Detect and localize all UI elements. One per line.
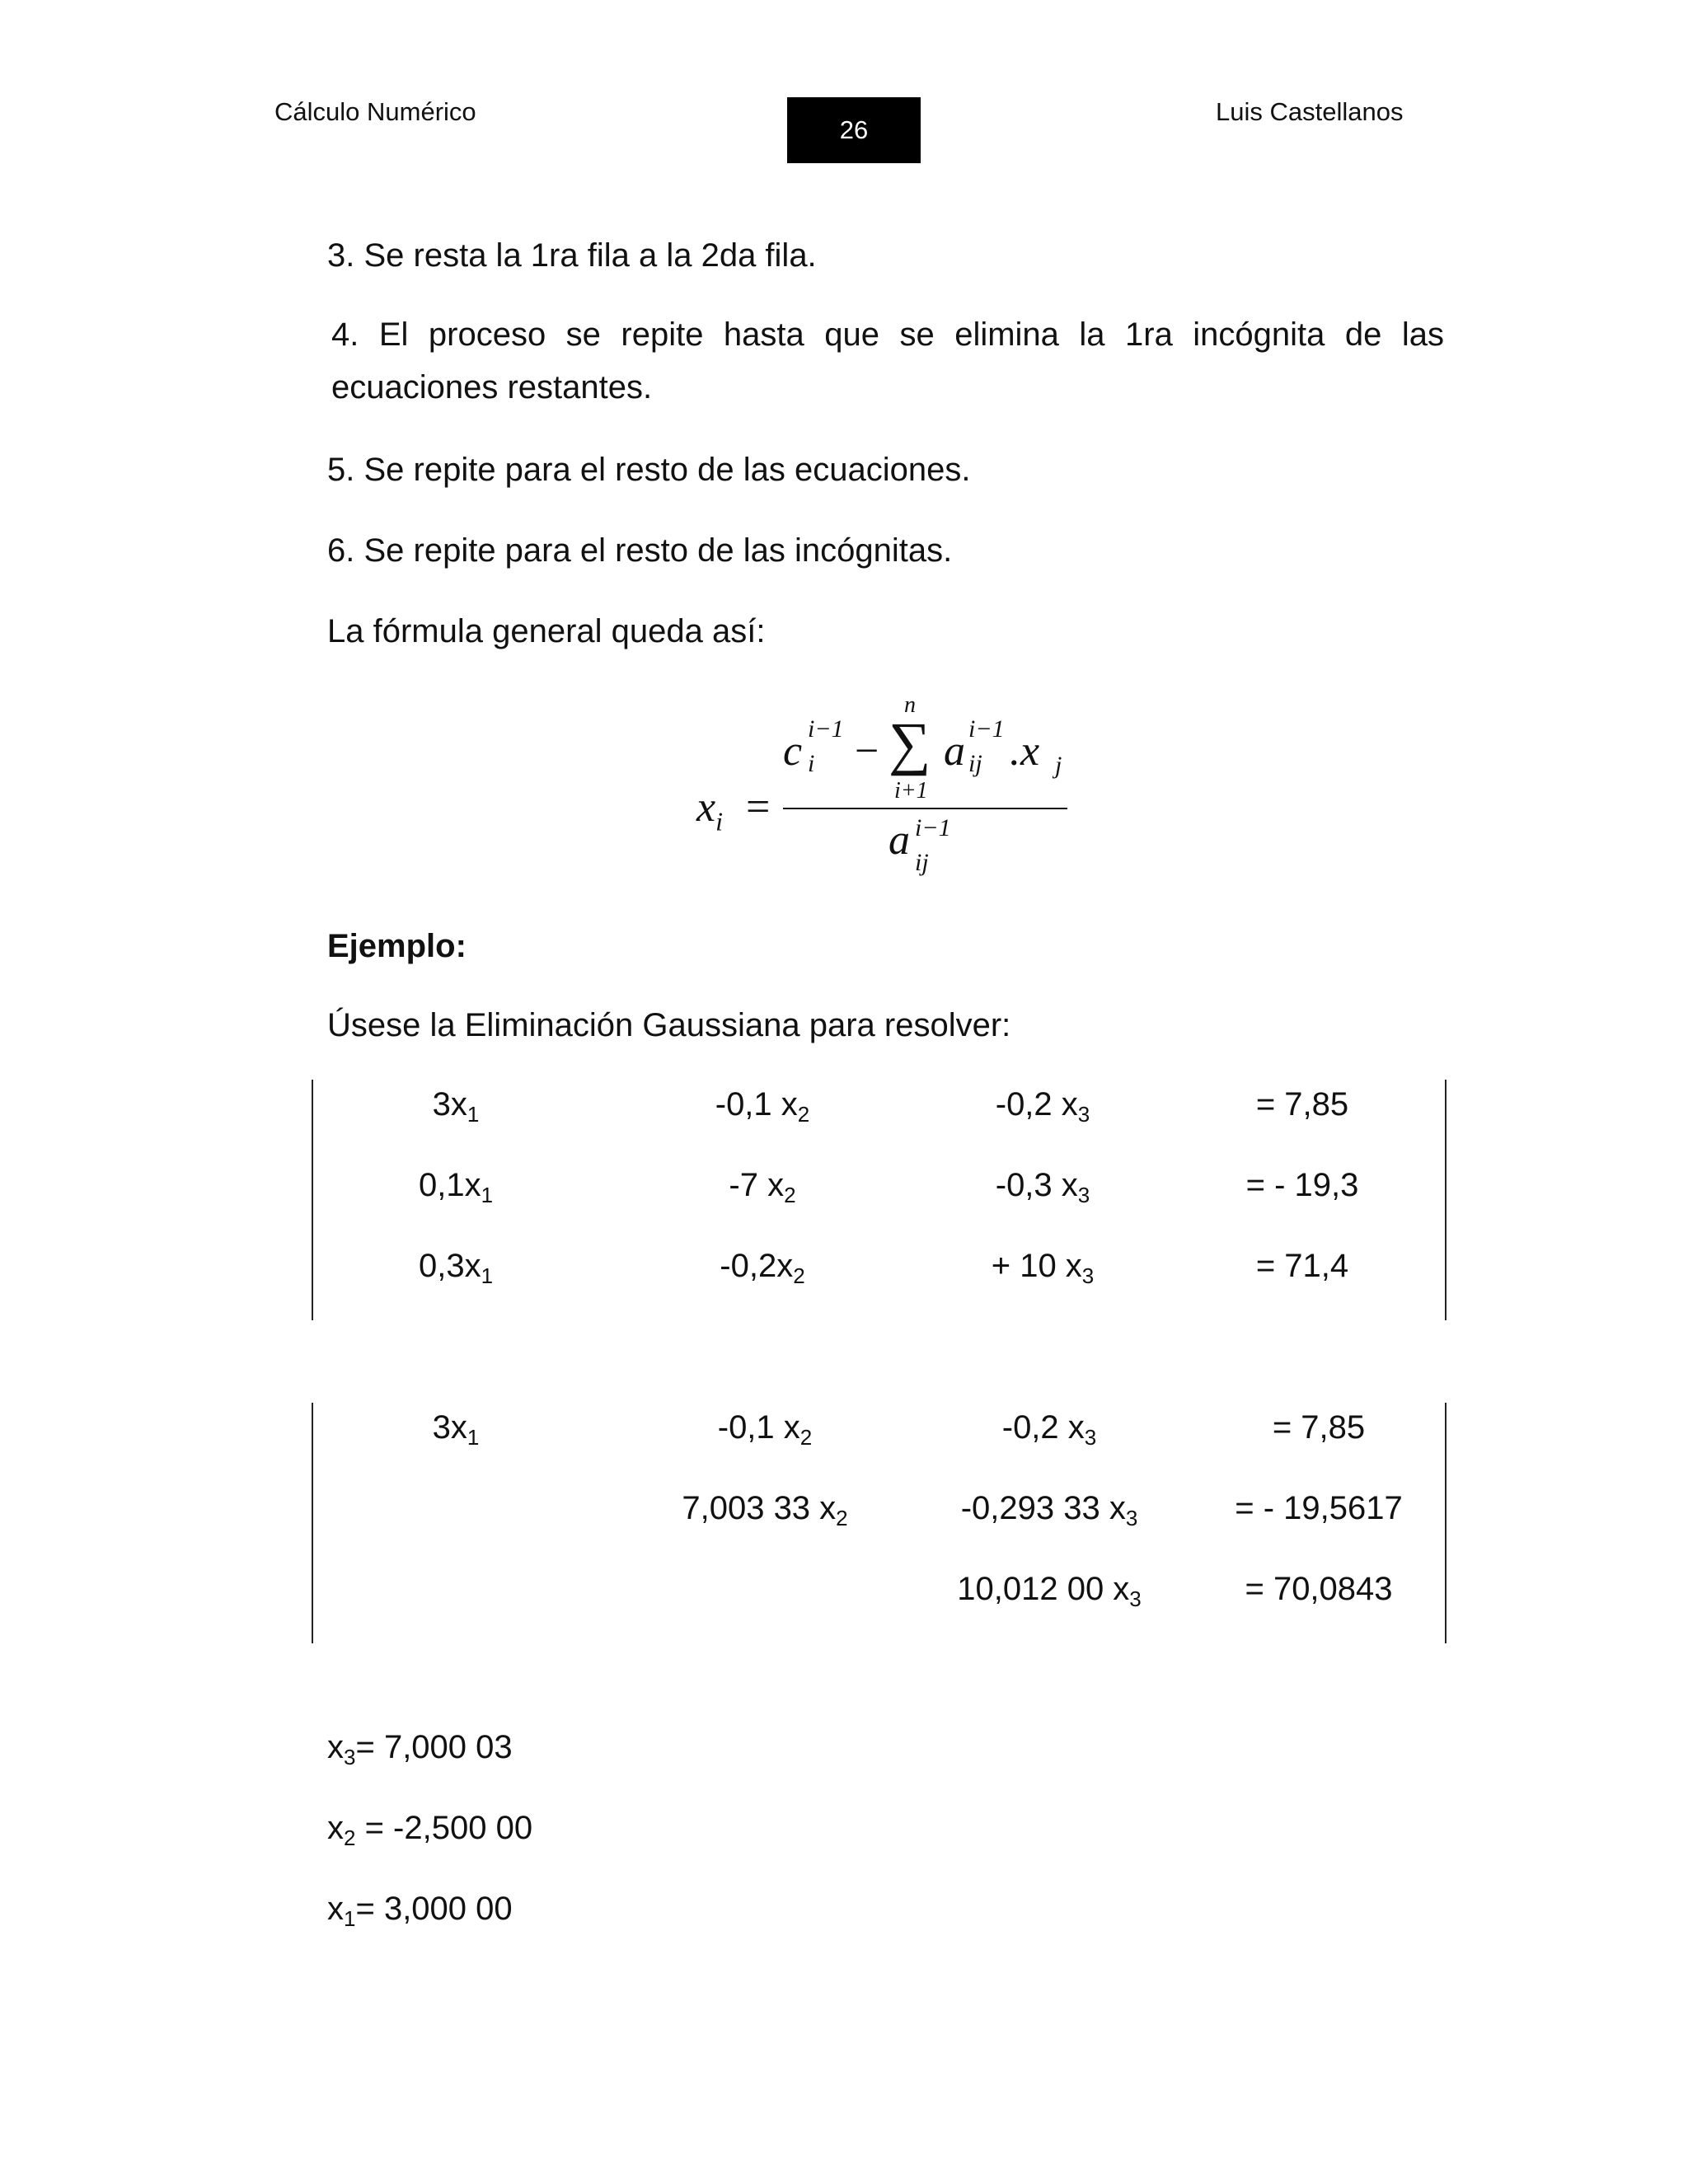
system1-cell-text: -7 x: [729, 1167, 785, 1203]
system2-cell-text: -0,2 x: [1001, 1409, 1085, 1446]
system1-cell-subscript: 1: [467, 1102, 480, 1127]
formula-num-x: .x: [1010, 728, 1040, 775]
system2-cell-subscript: 3: [1125, 1506, 1138, 1530]
system1-cell: [1256, 1248, 1348, 1285]
system2-cell-text: = - 19,5617: [1235, 1490, 1403, 1526]
step-4: 4. El proceso se repite hasta que se elimina la 1ra incógnita de las ecuaciones restantes.: [331, 316, 1444, 405]
system1-cell-text: = - 19,3: [1245, 1167, 1359, 1203]
system1-cell-subscript: 3: [1077, 1183, 1090, 1207]
system1-cell-text: 3x: [432, 1086, 467, 1122]
system1-cell-text: + 10 x: [991, 1248, 1082, 1284]
system1-right-bar: [1445, 1080, 1447, 1320]
system2-cell-text: 10,012 00 x: [957, 1571, 1130, 1607]
general-formula: [692, 692, 1088, 898]
system1-cell: [996, 1167, 1090, 1208]
system1-cell-text: -0,2x: [720, 1248, 794, 1284]
system2-cell-text: = 7,85: [1272, 1409, 1366, 1446]
system2-cell: [1002, 1409, 1097, 1451]
system1-cell-text: -0,1 x: [715, 1086, 798, 1122]
formula-den-a: a: [889, 817, 910, 864]
example-intro: Úsese la Eliminación Gaussiana para resolver:: [327, 1007, 1011, 1043]
system1-cell: [715, 1086, 810, 1127]
system1-cell-subscript: 1: [481, 1183, 494, 1207]
system2-cell-subscript: 3: [1129, 1586, 1142, 1611]
system2-cell: [961, 1490, 1138, 1531]
solution-value: = 3,000 00: [355, 1891, 513, 1927]
solution-x3: [327, 1729, 513, 1770]
formula-lhs: $x_i$: [696, 784, 723, 837]
step-3: 3. Se resta la 1ra fila a la 2da fila.: [327, 237, 817, 274]
system1-left-bar: [312, 1080, 313, 1320]
system1-cell: [433, 1086, 480, 1127]
fraction-bar: [783, 808, 1067, 809]
formula-sum-top: n: [904, 692, 916, 718]
system2-cell: [1273, 1409, 1365, 1446]
system2-cell: [682, 1490, 847, 1531]
formula-num-c-sup: i−1: [808, 715, 844, 743]
system2-cell: [1235, 1490, 1403, 1527]
formula-den-a-sub: ij: [915, 849, 929, 876]
system2-cell-subscript: 2: [836, 1506, 848, 1530]
formula-minus: −: [855, 728, 879, 775]
formula-num-a-sub: ij: [968, 750, 982, 777]
system2-cell-text: = 70,0843: [1245, 1571, 1393, 1607]
system2-cell: [1245, 1571, 1392, 1608]
page-number-box: [787, 97, 921, 163]
system2-cell-text: -0,1 x: [717, 1409, 800, 1446]
solution-var: x: [327, 1729, 344, 1765]
system1-cell-subscript: 2: [784, 1183, 796, 1207]
example-heading: Ejemplo:: [327, 928, 467, 964]
solution-subscript: 3: [344, 1745, 356, 1769]
system1-cell-text: -0,3 x: [995, 1167, 1078, 1203]
page-number: 26: [839, 115, 869, 144]
formula-num-a-sup: i−1: [968, 715, 1005, 743]
formula-intro: La fórmula general queda así:: [327, 613, 766, 649]
solution-var: x: [327, 1810, 344, 1846]
formula-num-c-sub: i: [808, 750, 815, 777]
system1-cell: [996, 1086, 1090, 1127]
system2-cell-subscript: 3: [1084, 1425, 1097, 1450]
step-5: 5. Se repite para el resto de las ecuaciones.: [327, 452, 971, 488]
system1-cell-text: 0,1x: [418, 1167, 481, 1203]
system1-cell-subscript: 3: [1081, 1263, 1095, 1288]
solution-x2: [327, 1810, 532, 1851]
system1-cell-text: = 71,4: [1255, 1248, 1349, 1284]
system2-right-bar: [1445, 1403, 1447, 1643]
system2-cell: [433, 1409, 480, 1451]
solution-subscript: 2: [344, 1825, 356, 1850]
system1-cell-text: = 7,85: [1255, 1086, 1349, 1122]
system2-cell-text: -0,293 33 x: [960, 1490, 1126, 1526]
system2-cell: [718, 1409, 813, 1451]
solution-value: = -2,500 00: [355, 1810, 533, 1846]
system2-cell-subscript: 1: [467, 1425, 480, 1450]
header-left-title: Cálculo Numérico: [274, 97, 476, 126]
system2-cell: [957, 1571, 1142, 1612]
system1-cell: [1246, 1167, 1359, 1204]
formula-num-c: c: [783, 728, 803, 775]
formula-sum-bottom: i+1: [894, 778, 928, 804]
system1-cell-text: 0,3x: [418, 1248, 481, 1284]
system1-cell: [1256, 1086, 1348, 1123]
system1-cell-subscript: 2: [797, 1102, 810, 1127]
system2-cell-subscript: 2: [799, 1425, 813, 1450]
formula-equals: =: [746, 784, 771, 831]
system1-cell-subscript: 2: [793, 1263, 805, 1288]
solution-var: x: [327, 1891, 344, 1927]
step-6: 6. Se repite para el resto de las incógnitas.: [327, 532, 953, 569]
solution-subscript: 1: [344, 1906, 356, 1931]
system1-cell-subscript: 3: [1077, 1102, 1090, 1127]
solution-x1: [327, 1891, 513, 1932]
system2-cell-text: 7,003 33 x: [682, 1490, 837, 1526]
system1-cell: [419, 1167, 493, 1208]
system1-cell-subscript: 1: [481, 1263, 494, 1288]
system2-left-bar: [312, 1403, 313, 1643]
formula-den-a-sup: i−1: [915, 814, 951, 841]
formula-num-x-sub: j: [1055, 752, 1062, 779]
header-right-author: Luis Castellanos: [1216, 97, 1404, 126]
sigma-icon: ∑: [889, 710, 931, 776]
formula-num-a: a: [944, 728, 965, 775]
system1-cell-text: -0,2 x: [995, 1086, 1078, 1122]
system1-cell: [729, 1167, 795, 1208]
system2-cell-text: 3x: [432, 1409, 467, 1446]
solution-value: = 7,000 03: [355, 1729, 513, 1765]
system1-cell: [720, 1248, 804, 1289]
system1-cell: [419, 1248, 493, 1289]
system1-cell: [992, 1248, 1095, 1289]
